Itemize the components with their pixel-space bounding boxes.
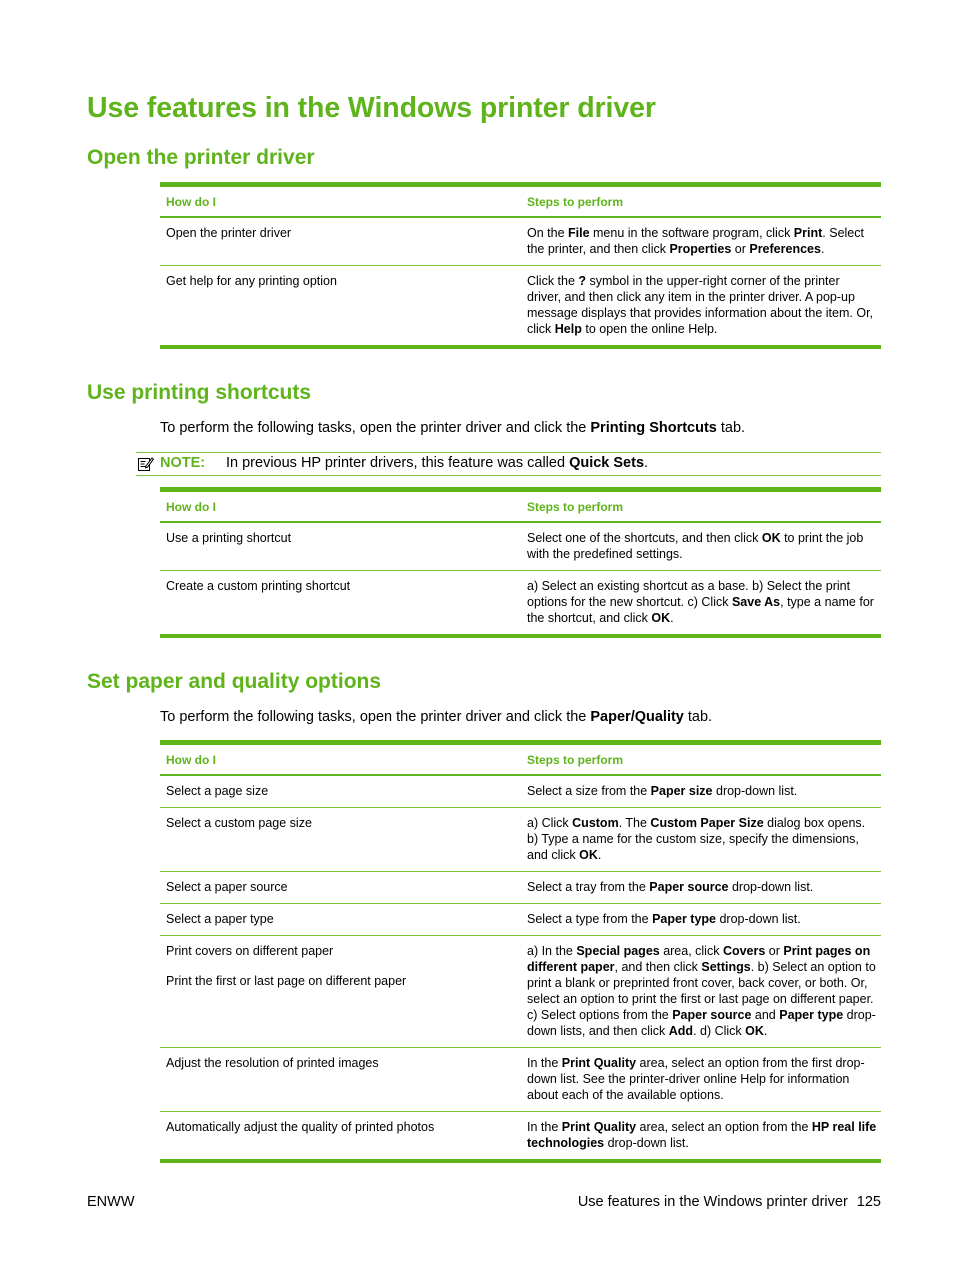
bold-term: Print pages on different paper	[527, 944, 871, 974]
bold-term: OK	[579, 848, 598, 862]
bold-term: Paper/Quality	[590, 709, 684, 725]
task-cell	[160, 1112, 521, 1162]
bold-term: Print Quality	[561, 1056, 637, 1070]
task-text: Print the first or last page on different paper	[166, 974, 407, 988]
bold-term: Paper type	[652, 912, 716, 926]
bold-term: Settings	[701, 960, 751, 974]
bold-term: Quick Sets	[569, 455, 645, 471]
open-driver-table	[160, 182, 881, 349]
bold-term: Save As	[731, 595, 781, 609]
table-row	[160, 904, 881, 936]
table-row	[160, 808, 881, 872]
task-text: Get help for any printing option	[166, 274, 337, 288]
task-cell	[160, 217, 521, 266]
table-row	[160, 775, 881, 808]
table-row	[160, 872, 881, 904]
bold-term: ?	[578, 274, 587, 288]
steps-cell: a) In the Special pages area, click Covers or Print pages on different paper, and then click Settings. b) Select an option to print a blank or preprinted front cover, back cover, or both. Or, select an option to print the first or last page on different paper. c) Select options from the Paper source and Paper type drop-down lists, and then click Add. d) Click OK.	[521, 936, 881, 1048]
column-header-steps: Steps to perform	[521, 185, 881, 218]
note-pencil-icon	[137, 455, 154, 472]
column-header-how: How do I	[160, 743, 521, 776]
task-text: Select a paper type	[166, 912, 274, 926]
bold-term: OK	[761, 531, 781, 545]
task-cell	[160, 808, 521, 872]
steps-cell: a) Click Custom. The Custom Paper Size dialog box opens. b) Type a name for the custom size, specify the dimensions, and click OK.	[521, 808, 881, 872]
shortcuts-intro: To perform the following tasks, open the printer driver and click the Printing Shortcuts tab.	[160, 420, 746, 436]
bold-term: Custom Paper Size	[650, 816, 764, 830]
steps-cell: Select a type from the Paper type drop-down list.	[521, 904, 881, 936]
bold-term: Print Quality	[561, 1120, 637, 1134]
task-cell	[160, 775, 521, 808]
table-row	[160, 571, 881, 637]
bold-term: Paper size	[650, 784, 713, 798]
shortcuts-table	[160, 487, 881, 638]
bold-term: OK	[745, 1024, 764, 1038]
page-number: 125	[856, 1194, 881, 1210]
section-heading-paper-quality: Set paper and quality options	[87, 670, 382, 693]
page-title: Use features in the Windows printer driver	[87, 92, 656, 124]
column-header-steps: Steps to perform	[521, 743, 881, 776]
footer-left: ENWW	[87, 1194, 135, 1210]
column-header-steps: Steps to perform	[521, 490, 881, 523]
task-text: Use a printing shortcut	[166, 531, 292, 545]
task-cell	[160, 522, 521, 571]
task-cell	[160, 904, 521, 936]
bold-term: Paper source	[649, 880, 729, 894]
bold-term: OK	[651, 611, 671, 625]
steps-cell: On the File menu in the software program, click Print. Select the printer, and then click Properties or Preferences.	[527, 226, 864, 256]
table-row	[160, 522, 881, 571]
steps-cell: a) Select an existing shortcut as a base. b) Select the print options for the new shortcut. c) Click Save As, type a name for the shortcut, and click OK.	[521, 571, 881, 637]
task-text: Select a page size	[166, 784, 269, 798]
task-cell	[160, 571, 521, 637]
task-text: Open the printer driver	[166, 226, 292, 240]
bold-term: Print	[793, 226, 823, 240]
task-cell	[160, 266, 521, 348]
footer-title: Use features in the Windows printer driver	[577, 1194, 848, 1210]
steps-cell: In the Print Quality area, select an option from the HP real life technologies drop-down list.	[521, 1112, 881, 1162]
task-cell	[160, 1048, 521, 1112]
table-row	[160, 1048, 881, 1112]
bold-term: Paper source	[672, 1008, 752, 1022]
column-header-how: How do I	[160, 185, 521, 218]
task-text: Automatically adjust the quality of printed photos	[166, 1120, 435, 1134]
steps-cell: Select a tray from the Paper source drop-down list.	[521, 872, 881, 904]
table-row	[160, 266, 881, 348]
bold-term: Add	[668, 1024, 694, 1038]
note-text: In previous HP printer drivers, this feature was called Quick Sets.	[226, 455, 649, 471]
bold-term: Special pages	[576, 944, 660, 958]
steps-cell: Click the ? symbol in the upper-right corner of the printer driver, and then click any item in the printer driver. A pop-up message displays that provides information about the item. Or, click Help to open the online Help.	[521, 266, 881, 348]
footer-right	[578, 1194, 881, 1210]
task-text: Create a custom printing shortcut	[166, 579, 351, 593]
bold-term: Preferences	[749, 242, 821, 256]
note-label: NOTE:	[160, 455, 206, 471]
bold-term: Printing Shortcuts	[590, 420, 717, 436]
task-text: Select a paper source	[166, 880, 288, 894]
table-row	[160, 936, 881, 1048]
bold-term: Help	[554, 322, 582, 336]
paper-intro: To perform the following tasks, open the printer driver and click the Paper/Quality tab.	[160, 709, 713, 725]
steps-cell: Select one of the shortcuts, and then click OK to print the job with the predefined settings.	[527, 531, 864, 561]
bold-term: Covers	[722, 944, 766, 958]
note-box	[136, 452, 881, 476]
section-heading-open-driver: Open the printer driver	[87, 146, 315, 169]
bold-term: HP real life technologies	[527, 1120, 877, 1150]
table-row	[160, 1112, 881, 1162]
table-row	[160, 217, 881, 266]
bold-term: Paper type	[779, 1008, 844, 1022]
task-text: Select a custom page size	[166, 816, 312, 830]
task-text: Adjust the resolution of printed images	[166, 1056, 379, 1070]
section-heading-shortcuts: Use printing shortcuts	[87, 381, 312, 404]
steps-cell: In the Print Quality area, select an option from the first drop-down list. See the printer-driver online Help for information about each of the available options.	[521, 1048, 881, 1112]
paper-quality-table	[160, 740, 881, 1163]
task-cell	[160, 872, 521, 904]
task-cell	[160, 936, 521, 1048]
steps-cell: Select a size from the Paper size drop-down list.	[527, 784, 798, 798]
bold-term: Custom	[572, 816, 619, 830]
task-text: Print covers on different paper	[166, 944, 334, 958]
column-header-how: How do I	[160, 490, 521, 523]
bold-term: File	[568, 226, 590, 240]
bold-term: Properties	[669, 242, 732, 256]
